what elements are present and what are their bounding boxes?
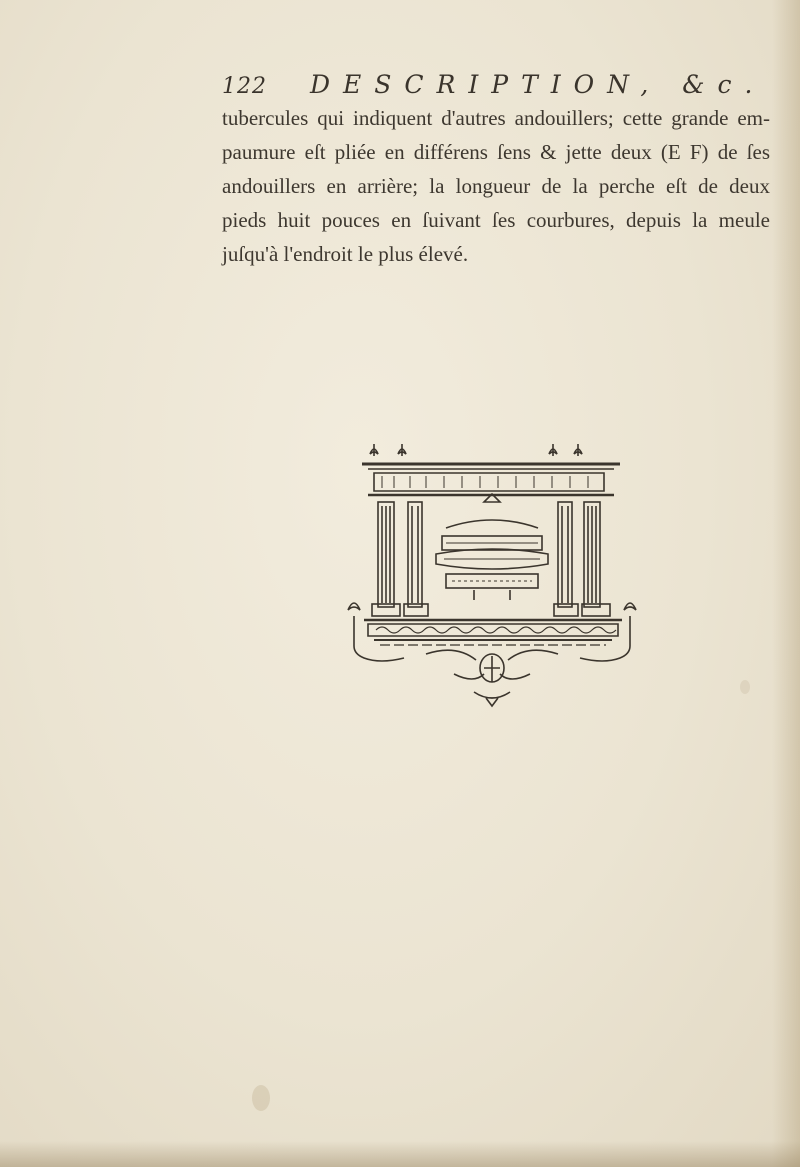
ink-stain [252,1085,270,1111]
top-entablature [362,464,620,495]
text-line: paumure eſt pliée en différens ſens & jette deux (E F) de ſes [222,140,770,164]
finial-icon [370,444,582,456]
running-title: DESCRIPTION, &c. [310,70,766,99]
bottom-pendant-icon [426,650,558,706]
base-entablature [364,604,622,645]
text-line: juſqu'à l'endroit le plus élevé. [222,242,469,266]
page-number: 122 [222,74,267,99]
columns [378,502,600,607]
central-medallion [436,494,548,600]
text-line: andouillers en arrière; la longueur de la perche eſt de deux [222,174,770,198]
text-line: pieds huit pouces en ſuivant ſes courbures, depuis la meule [222,208,770,232]
paper-spot [740,680,750,694]
text-line: tubercules qui indiquent d'autres andouillers; cette grande em- [222,106,770,130]
page-edge-shadow-right [772,0,800,1167]
tailpiece-ornament [334,440,650,710]
page-edge-shadow-bottom [0,1141,800,1167]
body-paragraph [222,101,770,271]
